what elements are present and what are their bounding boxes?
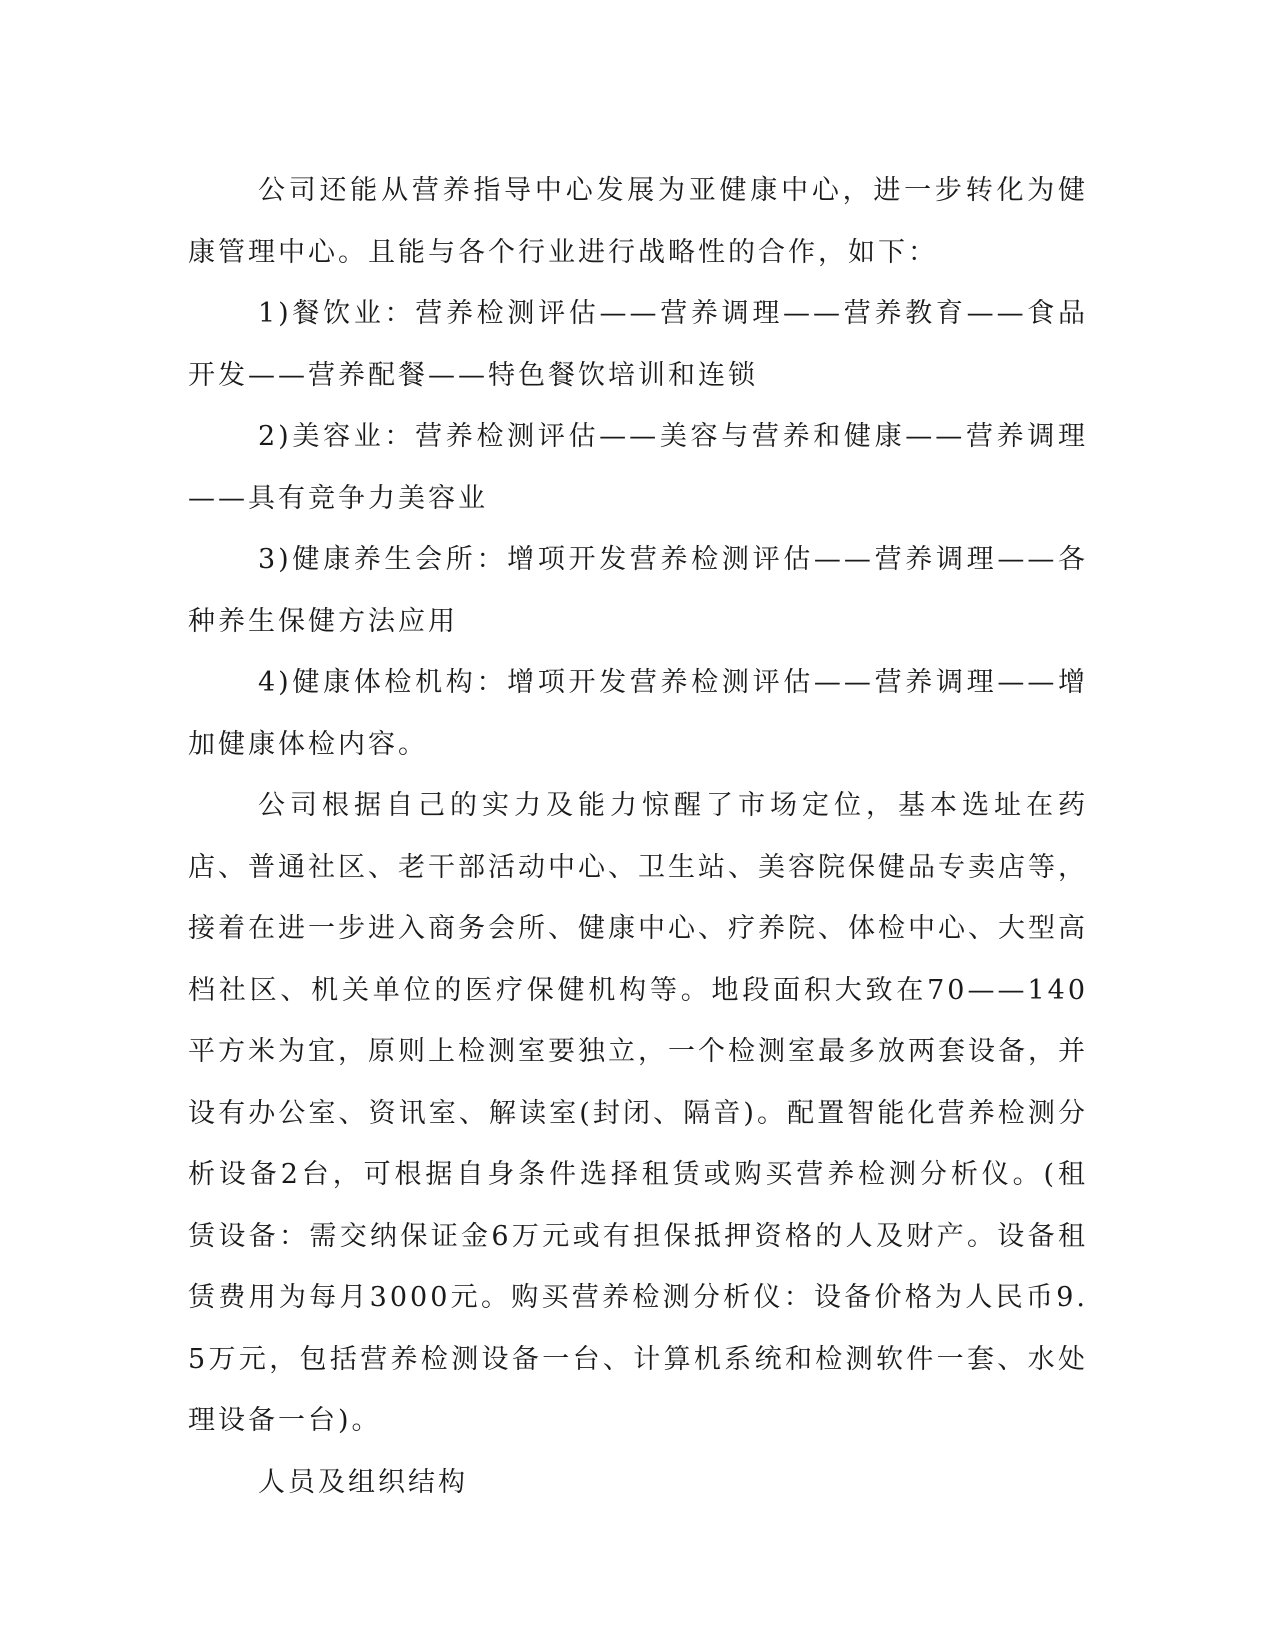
paragraph-beauty: 2)美容业：营养检测评估——美容与营养和健康——营养调理——具有竞争力美容业 xyxy=(188,421,1088,514)
document-body xyxy=(188,160,1088,1513)
paragraph-intro: 公司还能从营养指导中心发展为亚健康中心，进一步转化为健康管理中心。且能与各个行业进行战略性的合作，如下： xyxy=(188,175,1088,268)
paragraph-catering: 1)餐饮业：营养检测评估——营养调理——营养教育——食品开发——营养配餐——特色餐饮培训和连锁 xyxy=(188,298,1088,391)
paragraph-market-positioning: 公司根据自己的实力及能力惊醒了市场定位，基本选址在药店、普通社区、老干部活动中心、卫生站、美容院保健品专卖店等，接着在进一步进入商务会所、健康中心、疗养院、体检中心、大型高档社区、机关单位的医疗保健机构等。地段面积大致在70——140平方米为宜，原则上检测室要独立，一个检测室最多放两套设备，并设有办公室、资讯室、解读室(封闭、隔音)。配置智能化营养检测分析设备2台，可根据自身条件选择租赁或购买营养检测分析仪。(租赁设备：需交纳保证金6万元或有担保抵押资格的人及财产。设备租赁费用为每月3000元。购买营养检测分析仪：设备价格为人民币9.5万元，包括营养检测设备一台、计算机系统和检测软件一套、水处理设备一台)。 xyxy=(188,790,1088,1436)
section-heading-personnel: 人员及组织结构 xyxy=(258,1466,468,1498)
paragraph-wellness-club: 3)健康养生会所：增项开发营养检测评估——营养调理——各种养生保健方法应用 xyxy=(188,544,1088,637)
paragraph-health-checkup: 4)健康体检机构：增项开发营养检测评估——营养调理——增加健康体检内容。 xyxy=(188,667,1088,760)
